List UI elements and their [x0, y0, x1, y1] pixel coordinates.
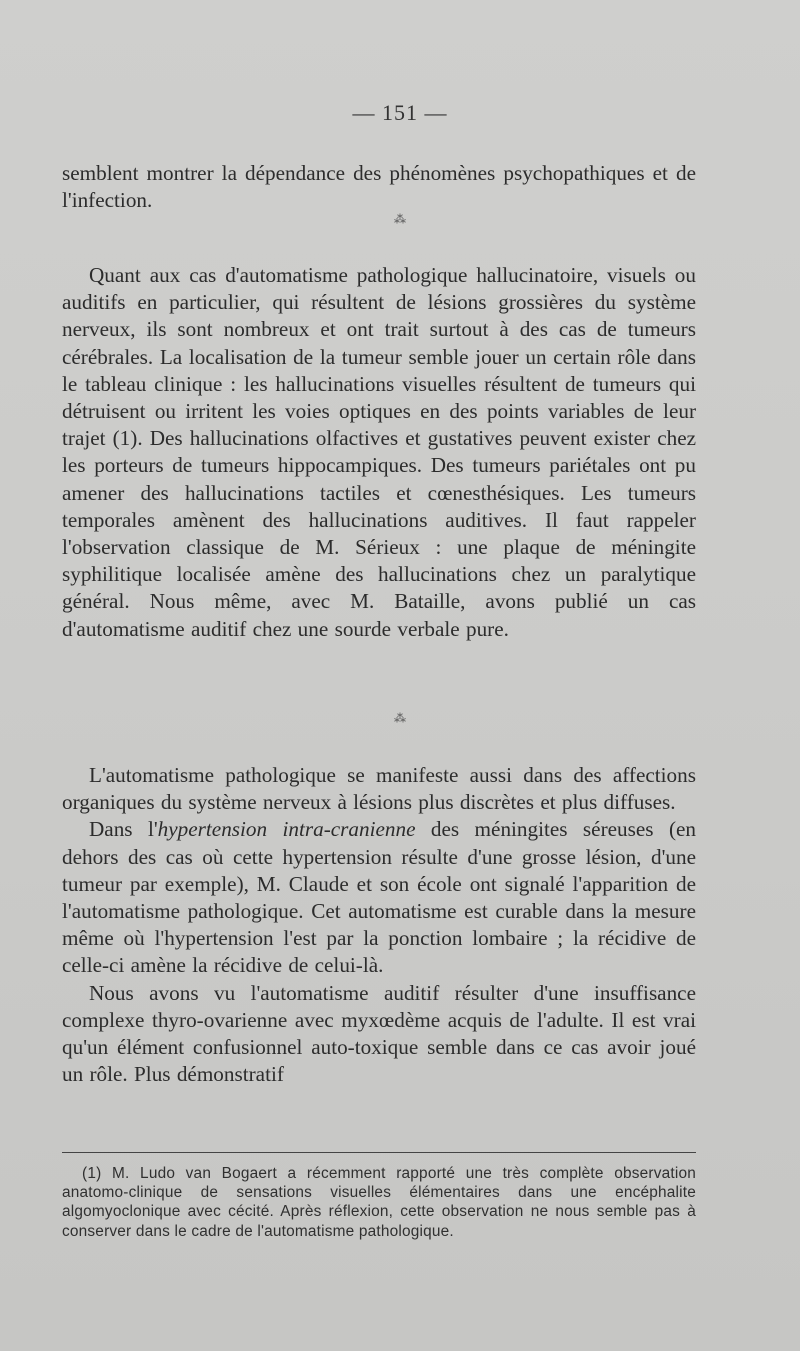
- paragraph-myxoedema: Nous avons vu l'automatisme auditif résulter d'une insuffisance complexe thyro-ovarienne avec myxœdème acquis de l'adulte. Il est vrai qu'un élément confusionnel auto-toxique semble dans ce cas avoir joué un rôle. Plus démonstratif: [62, 980, 696, 1087]
- footnote-text: (1) M. Ludo van Bogaert a récemment rapporté une très complète observation anatomo-clinique de sensations visuelles élémentaires dans une encéphalite algomyoclonique avec cécité. Après réflexion, cette observation ne nous semble pas à conserver dans le cadre de l'automatisme pathologique.: [62, 1165, 696, 1240]
- text-block-organic: [62, 762, 696, 1088]
- hypertension-pre: Dans l': [89, 817, 158, 842]
- paragraph-organic: L'automatisme pathologique se manifeste aussi dans des affections organiques du système nerveux à lésions plus discrètes et plus diffuses.: [62, 763, 696, 815]
- text-block-top: [62, 160, 696, 214]
- footnote-divider: [62, 1152, 696, 1153]
- footnote: [62, 1164, 696, 1241]
- page-number: — 151 —: [352, 100, 448, 125]
- hypertension-italic: hypertension intra-cranienne: [157, 817, 416, 842]
- section-separator-2: ⁂: [394, 711, 406, 725]
- section-separator-1: ⁂: [394, 212, 406, 226]
- paragraph-hypertension: [62, 816, 696, 979]
- text-block-tumors: [62, 262, 696, 643]
- hypertension-post: des méningites séreuses (en dehors des cas où cette hypertension résulte d'une grosse lésion, d'une tumeur par exemple), M. Claude et son école ont signalé l'apparition de l'automatisme pathologique. Cet automatisme est curable dans la mesure même où l'hypertension l'est par la ponction lombaire ; la récidive de celle-ci amène la récidive de celui-là.: [62, 817, 696, 978]
- paragraph-continuation: semblent montrer la dépendance des phénomènes psychopathiques et de l'infection.: [62, 161, 696, 213]
- paragraph-tumors: Quant aux cas d'automatisme pathologique hallucinatoire, visuels ou auditifs en particulier, qui résultent de lésions grossières du système nerveux, ils sont nombreux et ont trait surtout à des cas de tumeurs cérébrales. La localisation de la tumeur semble jouer un certain rôle dans le tableau clinique : les hallucinations visuelles résultent de tumeurs qui détruisent ou irritent les voies optiques en des points variables de leur trajet (1). Des hallucinations olfactives et gustatives peuvent exister chez les porteurs de tumeurs hippocampiques. Des tumeurs pariétales ont pu amener des hallucinations tactiles et cœnesthésiques. Les tumeurs temporales amènent des hallucinations auditives. Il faut rappeler l'observation classique de M. Sérieux : une plaque de méningite syphilitique localisée amène des hallucinations chez un paralytique général. Nous même, avec M. Bataille, avons publié un cas d'automatisme auditif chez une sourde verbale pure.: [62, 263, 696, 641]
